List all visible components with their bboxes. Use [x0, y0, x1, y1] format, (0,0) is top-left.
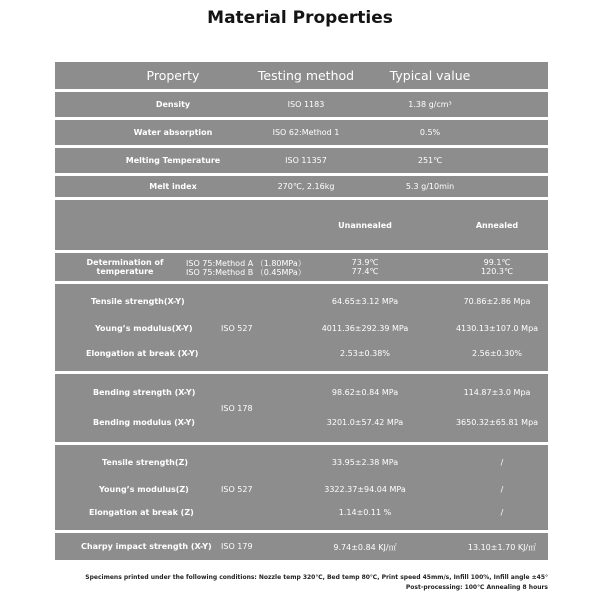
cell-unannealed: 2.53±0.38%: [340, 349, 390, 358]
cell-property: Elongation at break (X-Y): [86, 349, 199, 358]
row-melting-temperature: [55, 148, 548, 173]
cell-method: ISO 11357: [285, 156, 327, 165]
cell-property: Young’s modulus(Z): [99, 485, 189, 494]
cell-property: Bending modulus (X-Y): [93, 418, 195, 427]
cell-property: Charpy impact strength (X-Y): [81, 542, 212, 551]
cell-property: Melt index: [149, 182, 197, 191]
cell-unannealed: 3322.37±94.04 MPa: [324, 485, 406, 494]
cell-method-line1: ISO 75:Method A （1.80MPa）: [186, 259, 306, 268]
cell-annealed: 2.56±0.30%: [472, 349, 522, 358]
header-testing-method: Testing method: [257, 68, 355, 83]
group-tensile-xy: [55, 284, 548, 371]
cell-method: ISO 527: [221, 485, 253, 494]
group-bending: [55, 374, 548, 442]
cell-value: 251℃: [417, 156, 443, 165]
cell-annealed: /: [500, 508, 504, 517]
cell-unannealed: 98.62±0.84 MPa: [331, 388, 399, 397]
cell-unannealed-line1: 73.9℃: [351, 258, 379, 267]
cell-annealed-line2: 120.3℃: [481, 267, 513, 276]
row-density: [55, 92, 548, 117]
cell-method: ISO 62:Method 1: [272, 128, 340, 137]
cell-method: 270℃, 2.16kg: [277, 182, 335, 191]
row-water-absorption: [55, 120, 548, 145]
cell-property: Water absorption: [133, 128, 213, 137]
cell-annealed-line1: 99.1℃: [483, 258, 511, 267]
cell-unannealed: 3201.0±57.42 MPa: [326, 418, 404, 427]
cell-value: 1.38 g/cm³: [408, 100, 452, 109]
cell-unannealed: 33.95±2.38 MPa: [331, 458, 399, 467]
cell-method: ISO 178: [221, 404, 253, 413]
cell-property: Tensile strength(X-Y): [91, 297, 185, 306]
group-tensile-z: [55, 445, 548, 530]
subheader-unannealed: Unannealed: [338, 221, 392, 230]
page-title: Material Properties: [207, 8, 393, 28]
cell-property: Young’s modulus(X-Y): [95, 324, 193, 333]
cell-annealed: 114.87±3.0 Mpa: [463, 388, 531, 397]
cell-annealed: /: [500, 485, 504, 494]
cell-annealed: 13.10±1.70 KJ/㎡: [467, 543, 537, 552]
cell-unannealed: 1.14±0.11 %: [338, 508, 392, 517]
footer-post-processing: Post-processing: 100℃ Annealing 8 hours: [405, 584, 548, 591]
header-property: Property: [146, 68, 200, 83]
cell-annealed: 4130.13±107.0 Mpa: [455, 324, 539, 333]
cell-property-line2: temperature: [96, 267, 154, 276]
cell-method: ISO 1183: [287, 100, 325, 109]
cell-method: ISO 179: [221, 542, 253, 551]
cell-property: Melting Temperature: [125, 156, 221, 165]
cell-annealed: /: [500, 458, 504, 467]
cell-property: Density: [155, 100, 191, 109]
row-melt-index: [55, 176, 548, 197]
cell-value: 5.3 g/10min: [405, 182, 455, 191]
cell-unannealed: 64.65±3.12 MPa: [331, 297, 399, 306]
row-hdt: [55, 253, 548, 281]
cell-property: Bending strength (X-Y): [93, 388, 196, 397]
cell-method-line2: ISO 75:Method B （0.45MPa）: [186, 268, 306, 277]
cell-property-line1: Determination of: [86, 258, 164, 267]
cell-annealed: 70.86±2.86 Mpa: [463, 297, 531, 306]
header-typical-value: Typical value: [389, 68, 471, 83]
subheader-annealing: [55, 200, 548, 250]
cell-value: 0.5%: [419, 128, 441, 137]
footer-conditions: Specimens printed under the following conditions: Nozzle temp 320℃, Bed temp 80℃, Print speed 45mm/s, Infill 100%, Infill angle ±45°: [85, 574, 548, 581]
cell-unannealed-line2: 77.4℃: [351, 267, 379, 276]
row-charpy: [55, 533, 548, 560]
subheader-annealed: Annealed: [475, 221, 519, 230]
cell-annealed: 3650.32±65.81 Mpa: [455, 418, 539, 427]
table-header: [55, 62, 548, 89]
cell-unannealed: 4011.36±292.39 MPa: [321, 324, 409, 333]
cell-unannealed: 9.74±0.84 KJ/㎡: [333, 543, 397, 552]
cell-property: Tensile strength(Z): [102, 458, 188, 467]
cell-method: ISO 527: [221, 324, 253, 333]
cell-property: Elongation at break (Z): [89, 508, 194, 517]
